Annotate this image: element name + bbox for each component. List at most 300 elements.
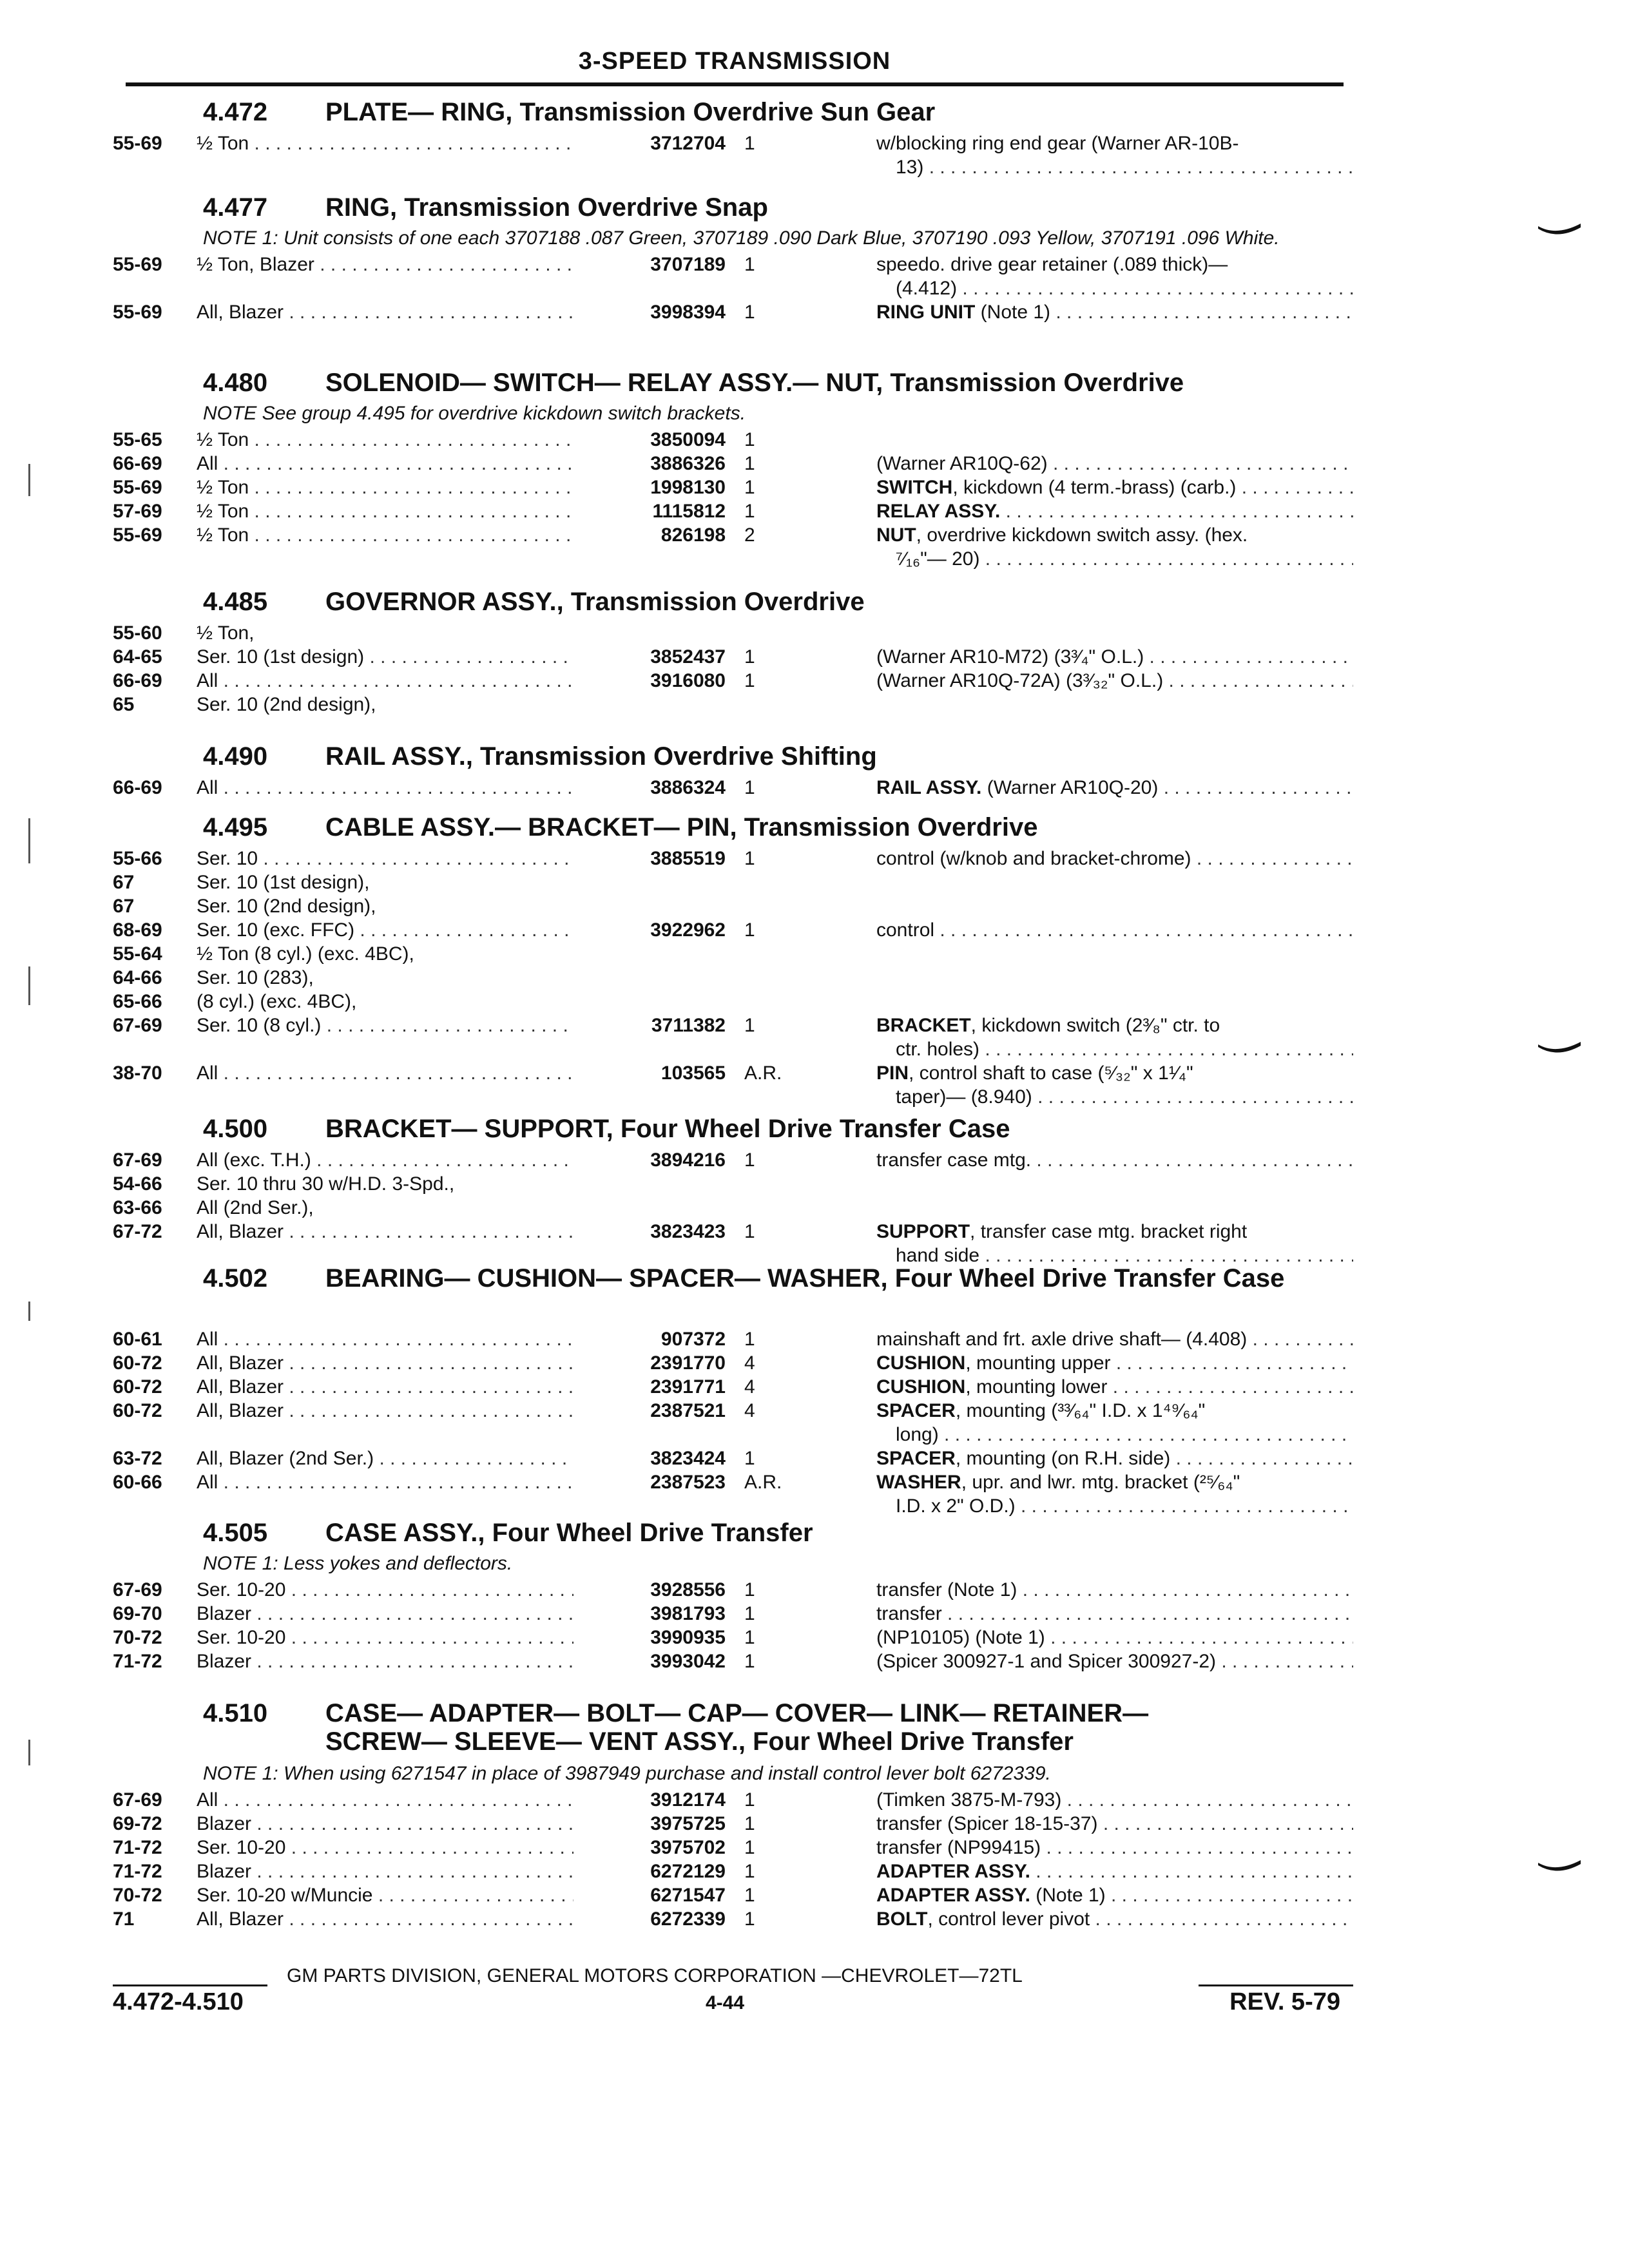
quantity: A.R. — [744, 1472, 782, 1493]
group-number: 4.480 — [203, 369, 268, 397]
model-years: 55-64 — [113, 943, 162, 965]
part-number: 3852437 — [574, 645, 726, 669]
description-line: w/blocking ring end gear (Warner AR-10B- — [876, 133, 1239, 154]
group-title: RING, Transmission Overdrive Snap — [325, 193, 768, 222]
parts-row — [113, 1061, 1353, 1109]
parts-row — [113, 847, 1353, 870]
group-heading — [113, 584, 1353, 621]
description-line — [876, 1860, 1353, 1883]
parts-row — [113, 1578, 1353, 1602]
item-name: CUSHION — [876, 1352, 966, 1374]
description — [876, 499, 1353, 523]
description — [876, 1649, 1353, 1673]
model-years: 67-69 — [113, 1789, 162, 1811]
application: ½ Ton . . . — [197, 476, 686, 499]
parts-row — [113, 621, 1353, 645]
parts-row — [113, 1812, 1353, 1836]
application: Ser. 10 (283), — [197, 967, 314, 988]
description — [876, 253, 1353, 300]
part-number: 103565 — [574, 1061, 726, 1085]
application: Ser. 10-20 . . . — [197, 1626, 686, 1649]
description-line: CUSHION, mounting lower . . . — [876, 1375, 1353, 1399]
application: Ser. 10 (1st design) . . . — [197, 645, 686, 669]
group-heading — [113, 94, 1353, 131]
change-bar — [28, 1740, 30, 1765]
group-heading — [113, 738, 1353, 776]
part-number: 3912174 — [574, 1788, 726, 1812]
model-years: 57-69 — [113, 501, 162, 522]
description-line: hand side . . . — [876, 1244, 1353, 1267]
item-name: BOLT — [876, 1908, 928, 1930]
group-note — [113, 1552, 1353, 1575]
quantity: 1 — [744, 302, 755, 323]
parts-row — [113, 693, 1353, 716]
page-header — [126, 48, 1344, 89]
page-footer — [113, 1959, 1353, 2015]
group-note — [113, 227, 1353, 250]
quantity: 1 — [744, 670, 755, 691]
quantity: 1 — [744, 848, 755, 869]
change-bar — [28, 818, 30, 863]
quantity: 1 — [744, 133, 755, 154]
group-heading — [113, 189, 1353, 227]
application: Ser. 10 (8 cyl.) . . . — [197, 1014, 686, 1037]
parts-row — [113, 131, 1353, 179]
group-note-text: NOTE 1: When using 6271547 in place of 3987949 purchase and install control lever bolt 6272339. — [203, 1763, 1051, 1784]
application: Ser. 10-20 w/Muncie . . . — [197, 1883, 686, 1907]
parts-group — [113, 189, 1353, 324]
quantity: 4 — [744, 1376, 755, 1398]
application: ½ Ton . . . — [197, 499, 686, 523]
parts-row — [113, 1907, 1353, 1931]
part-number: 3886326 — [574, 452, 726, 476]
description-line: transfer . . . — [876, 1602, 1353, 1626]
parts-row — [113, 1883, 1353, 1907]
group-title: BRACKET— SUPPORT, Four Wheel Drive Transfer Case — [325, 1115, 1010, 1143]
group-title: GOVERNOR ASSY., Transmission Overdrive — [325, 588, 865, 616]
group-number: 4.495 — [203, 813, 268, 841]
group-number: 4.500 — [203, 1115, 268, 1143]
item-name: BRACKET — [876, 1015, 971, 1036]
group-title: CASE— ADAPTER— BOLT— CAP— COVER— LINK— RETAINER— SCREW— SLEEVE— VENT ASSY., Four Wheel Drive Transfer — [325, 1699, 1149, 1756]
quantity: 1 — [744, 1861, 755, 1882]
model-years: 63-72 — [113, 1448, 162, 1469]
footer-revision: REV. 5-79 — [1229, 1988, 1340, 2015]
description-line: (Timken 3875-M-793) . . . — [876, 1788, 1353, 1812]
description — [876, 645, 1353, 669]
model-years: 67-69 — [113, 1579, 162, 1600]
application: ½ Ton . . . — [197, 428, 686, 452]
model-years: 55-69 — [113, 477, 162, 498]
part-number: 3998394 — [574, 300, 726, 324]
description-line: ADAPTER ASSY. (Note 1) . . . — [876, 1883, 1353, 1907]
description — [876, 1836, 1353, 1860]
model-years: 70-72 — [113, 1885, 162, 1906]
group-title: BEARING— CUSHION— SPACER— WASHER, Four Wheel Drive Transfer Case — [325, 1264, 1285, 1293]
item-name: SPACER — [876, 1448, 956, 1469]
description — [876, 131, 1353, 179]
application: Ser. 10-20 . . . — [197, 1836, 686, 1860]
part-number: 3981793 — [574, 1602, 726, 1626]
application: Blazer . . . — [197, 1860, 686, 1883]
group-number: 4.490 — [203, 742, 268, 771]
description — [876, 1860, 1353, 1883]
model-years: 54-66 — [113, 1173, 162, 1195]
parts-group — [113, 1111, 1353, 1267]
model-years: 71 — [113, 1908, 135, 1930]
application: ½ Ton . . . — [197, 523, 686, 547]
description-line: PIN, control shaft to case (⁵⁄₃₂" x 1¹⁄₄" — [876, 1062, 1193, 1084]
part-number: 1115812 — [574, 499, 726, 523]
quantity: 1 — [744, 919, 755, 941]
quantity: 1 — [744, 453, 755, 474]
part-number: 2391770 — [574, 1351, 726, 1375]
description-line: transfer case mtg. . . . — [876, 1148, 1353, 1172]
parts-group — [113, 94, 1353, 179]
description — [876, 776, 1353, 800]
description-line: (4.412) . . . — [876, 276, 1353, 300]
description-line: RING UNIT (Note 1) . . . — [876, 300, 1353, 324]
application: Ser. 10 (1st design), — [197, 872, 370, 893]
group-note — [113, 1762, 1353, 1785]
part-number: 3916080 — [574, 669, 726, 693]
group-title: PLATE— RING, Transmission Overdrive Sun Gear — [325, 98, 936, 126]
model-years: 68-69 — [113, 919, 162, 941]
parts-row — [113, 300, 1353, 324]
part-number: 3823423 — [574, 1220, 726, 1244]
model-years: 60-61 — [113, 1329, 162, 1350]
parts-row — [113, 476, 1353, 499]
description-line: (NP10105) (Note 1) . . . — [876, 1626, 1353, 1649]
description — [876, 1470, 1353, 1518]
description-line: (Warner AR10-M72) (3³⁄₄" O.L.) . . . — [876, 645, 1353, 669]
model-years: 60-72 — [113, 1400, 162, 1421]
application: All . . . — [197, 1327, 686, 1351]
description — [876, 1148, 1353, 1172]
application: All, Blazer . . . — [197, 1220, 686, 1244]
description-line: 13) . . . — [876, 155, 1353, 179]
application: All, Blazer (2nd Ser.) . . . — [197, 1446, 686, 1470]
parts-group — [113, 1260, 1353, 1518]
item-name: ADAPTER ASSY. — [876, 1861, 1030, 1882]
page-title: 3-SPEED TRANSMISSION — [578, 48, 891, 75]
description — [876, 1327, 1353, 1351]
quantity: 1 — [744, 777, 755, 798]
group-heading — [113, 1515, 1353, 1552]
application: Ser. 10-20 . . . — [197, 1578, 686, 1602]
model-years: 38-70 — [113, 1062, 162, 1084]
quantity: 1 — [744, 1908, 755, 1930]
application: Ser. 10 (2nd design), — [197, 896, 376, 917]
part-number: 6272129 — [574, 1860, 726, 1883]
part-number: 907372 — [574, 1327, 726, 1351]
parts-row — [113, 1351, 1353, 1375]
description — [876, 1578, 1353, 1602]
description — [876, 1061, 1353, 1109]
quantity: 2 — [744, 524, 755, 546]
item-name: RELAY ASSY. — [876, 501, 1001, 522]
footer-rule-right — [1199, 1984, 1353, 1986]
description — [876, 1883, 1353, 1907]
parts-row — [113, 1172, 1353, 1196]
model-years: 55-66 — [113, 848, 162, 869]
part-number: 3712704 — [574, 131, 726, 155]
parts-row — [113, 253, 1353, 300]
quantity: 1 — [744, 429, 755, 450]
quantity: A.R. — [744, 1062, 782, 1084]
application: All (2nd Ser.), — [197, 1197, 314, 1218]
description — [876, 669, 1353, 693]
description-line: SWITCH, kickdown (4 term.-brass) (carb.) . . . — [876, 476, 1353, 499]
part-number: 3928556 — [574, 1578, 726, 1602]
group-number: 4.505 — [203, 1519, 268, 1547]
quantity: 1 — [744, 1813, 755, 1834]
parts-row — [113, 990, 1353, 1014]
parts-group — [113, 738, 1353, 800]
binding-mark — [1537, 1041, 1582, 1057]
change-bar — [28, 966, 30, 1005]
description-line: SPACER, mounting (on R.H. side) . . . — [876, 1446, 1353, 1470]
parts-row — [113, 1196, 1353, 1220]
description-line — [876, 499, 1353, 523]
quantity: 1 — [744, 1329, 755, 1350]
model-years: 60-66 — [113, 1472, 162, 1493]
quantity: 4 — [744, 1400, 755, 1421]
footer-page-number: 4-44 — [706, 1992, 745, 2013]
part-number: 2391771 — [574, 1375, 726, 1399]
part-number: 6272339 — [574, 1907, 726, 1931]
item-name: WASHER — [876, 1472, 961, 1493]
part-number: 3707189 — [574, 253, 726, 276]
parts-row — [113, 918, 1353, 942]
application: All, Blazer . . . — [197, 1399, 686, 1423]
description — [876, 1602, 1353, 1626]
item-name: PIN — [876, 1062, 909, 1084]
parts-row — [113, 1470, 1353, 1518]
description-line: WASHER, upr. and lwr. mtg. bracket (²⁵⁄₆₄" — [876, 1472, 1240, 1493]
description-line: long) . . . — [876, 1423, 1353, 1446]
description — [876, 1375, 1353, 1399]
parts-row — [113, 1014, 1353, 1061]
group-note-text: NOTE 1: Unit consists of one each 3707188 .087 Green, 3707189 .090 Dark Blue, 3707190 .093 Yellow, 3707191 .096 White. — [203, 227, 1280, 249]
parts-row — [113, 452, 1353, 476]
part-number: 826198 — [574, 523, 726, 547]
parts-row — [113, 1399, 1353, 1446]
description-line: speedo. drive gear retainer (.089 thick)— — [876, 254, 1228, 275]
application: All . . . — [197, 1470, 686, 1494]
group-number: 4.502 — [203, 1264, 268, 1293]
parts-row — [113, 942, 1353, 966]
part-number: 3823424 — [574, 1446, 726, 1470]
model-years: 60-72 — [113, 1376, 162, 1398]
parts-group — [113, 365, 1353, 571]
part-number: 3975702 — [574, 1836, 726, 1860]
item-name: SPACER — [876, 1400, 956, 1421]
model-years: 65-66 — [113, 991, 162, 1012]
quantity: 1 — [744, 1651, 755, 1672]
description — [876, 523, 1353, 571]
model-years: 55-65 — [113, 429, 162, 450]
part-number: 3711382 — [574, 1014, 726, 1037]
model-years: 66-69 — [113, 777, 162, 798]
application: All . . . — [197, 669, 686, 693]
application: All . . . — [197, 1788, 686, 1812]
description — [876, 1014, 1353, 1061]
description — [876, 300, 1353, 324]
model-years: 60-72 — [113, 1352, 162, 1374]
model-years: 64-66 — [113, 967, 162, 988]
application: All, Blazer . . . — [197, 1375, 686, 1399]
quantity: 1 — [744, 254, 755, 275]
application: ½ Ton, — [197, 622, 255, 644]
parts-row — [113, 428, 1353, 452]
description-line: I.D. x 2" O.D.) . . . — [876, 1494, 1353, 1518]
model-years: 55-60 — [113, 622, 162, 644]
group-note-text: NOTE 1: Less yokes and deflectors. — [203, 1553, 513, 1574]
quantity: 1 — [744, 1627, 755, 1648]
description-line: CUSHION, mounting upper . . . — [876, 1351, 1353, 1375]
group-title: SOLENOID— SWITCH— RELAY ASSY.— NUT, Transmission Overdrive — [325, 369, 1184, 397]
parts-row — [113, 776, 1353, 800]
description-line: transfer (NP99415) . . . — [876, 1836, 1353, 1860]
description-line: transfer (Spicer 18-15-37) . . . — [876, 1812, 1353, 1836]
quantity: 1 — [744, 501, 755, 522]
group-title: CABLE ASSY.— BRACKET— PIN, Transmission Overdrive — [325, 813, 1038, 841]
model-years: 69-72 — [113, 1813, 162, 1834]
description-line: mainshaft and frt. axle drive shaft— (4.408) . . . — [876, 1327, 1353, 1351]
description-line: (Spicer 300927-1 and Spicer 300927-2) . . . — [876, 1649, 1353, 1673]
change-bar — [28, 464, 30, 496]
group-heading — [113, 1111, 1353, 1148]
application: All, Blazer . . . — [197, 300, 686, 324]
application: All (exc. T.H.) . . . — [197, 1148, 686, 1172]
parts-row — [113, 1327, 1353, 1351]
description-line: BRACKET, kickdown switch (2³⁄₈" ctr. to — [876, 1015, 1220, 1036]
footer-rule-left — [113, 1984, 267, 1986]
description-line: BOLT, control lever pivot . . . — [876, 1907, 1353, 1931]
part-number: 2387523 — [574, 1470, 726, 1494]
parts-row — [113, 1148, 1353, 1172]
description — [876, 1812, 1353, 1836]
model-years: 55-69 — [113, 524, 162, 546]
model-years: 55-69 — [113, 302, 162, 323]
description — [876, 1907, 1353, 1931]
application: Ser. 10 thru 30 w/H.D. 3-Spd., — [197, 1173, 455, 1195]
application: Ser. 10 (2nd design), — [197, 694, 376, 715]
parts-row — [113, 1375, 1353, 1399]
description — [876, 1788, 1353, 1812]
part-number: 3993042 — [574, 1649, 726, 1673]
quantity: 1 — [744, 646, 755, 668]
part-number: 3990935 — [574, 1626, 726, 1649]
application: Blazer . . . — [197, 1649, 686, 1673]
quantity: 1 — [744, 1885, 755, 1906]
parts-group — [113, 1515, 1353, 1673]
description — [876, 847, 1353, 870]
parts-row — [113, 1649, 1353, 1673]
part-number: 3922962 — [574, 918, 726, 942]
item-name: CUSHION — [876, 1376, 966, 1398]
application: ½ Ton, Blazer . . . — [197, 253, 686, 276]
parts-row — [113, 1836, 1353, 1860]
part-number: 6271547 — [574, 1883, 726, 1907]
item-name: SUPPORT — [876, 1221, 970, 1242]
part-number: 3850094 — [574, 428, 726, 452]
part-number: 1998130 — [574, 476, 726, 499]
group-number: 4.472 — [203, 98, 268, 126]
description — [876, 452, 1353, 476]
change-bar — [28, 1302, 30, 1321]
model-years: 71-72 — [113, 1651, 162, 1672]
item-name: RAIL ASSY. — [876, 777, 987, 798]
parts-row — [113, 669, 1353, 693]
application: Ser. 10 . . . — [197, 847, 686, 870]
model-years: 70-72 — [113, 1627, 162, 1648]
description-line: (Warner AR10Q-72A) (3³⁄₃₂" O.L.) . . . — [876, 669, 1353, 693]
description — [876, 1626, 1353, 1649]
item-name: NUT — [876, 524, 916, 546]
application: ½ Ton . . . — [197, 131, 686, 155]
quantity: 1 — [744, 477, 755, 498]
header-rule — [126, 82, 1344, 86]
application: ½ Ton (8 cyl.) (exc. 4BC), — [197, 943, 414, 965]
parts-row — [113, 966, 1353, 990]
description-line: control (w/knob and bracket-chrome) . . . — [876, 847, 1353, 870]
item-name: SWITCH — [876, 477, 953, 498]
item-name: RING UNIT — [876, 302, 981, 323]
description — [876, 1351, 1353, 1375]
application: (8 cyl.) (exc. 4BC), — [197, 991, 357, 1012]
model-years: 67-69 — [113, 1149, 162, 1171]
quantity: 1 — [744, 1603, 755, 1624]
model-years: 67 — [113, 872, 135, 893]
description — [876, 476, 1353, 499]
quantity: 1 — [744, 1789, 755, 1811]
model-years: 71-72 — [113, 1837, 162, 1858]
item-name: ADAPTER ASSY. — [876, 1885, 1036, 1906]
parts-row — [113, 645, 1353, 669]
quantity: 4 — [744, 1352, 755, 1374]
footer-group-range: 4.472-4.510 — [113, 1988, 244, 2015]
part-number: 3885519 — [574, 847, 726, 870]
application: Blazer . . . — [197, 1812, 686, 1836]
group-number: 4.477 — [203, 193, 268, 222]
quantity: 1 — [744, 1579, 755, 1600]
parts-group — [113, 1695, 1353, 1931]
parts-row — [113, 870, 1353, 894]
model-years: 69-70 — [113, 1603, 162, 1624]
group-title: RAIL ASSY., Transmission Overdrive Shifting — [325, 742, 877, 771]
quantity: 1 — [744, 1221, 755, 1242]
parts-row — [113, 523, 1353, 571]
group-number: 4.510 — [203, 1699, 268, 1727]
binding-mark — [1537, 222, 1582, 239]
binding-mark — [1537, 1859, 1582, 1876]
description-line: control . . . — [876, 918, 1353, 942]
group-note-text: NOTE See group 4.495 for overdrive kickdown switch brackets. — [203, 403, 746, 424]
part-number: 2387521 — [574, 1399, 726, 1423]
parts-row — [113, 1602, 1353, 1626]
description-line: SUPPORT, transfer case mtg. bracket right — [876, 1221, 1248, 1242]
model-years: 66-69 — [113, 670, 162, 691]
parts-group — [113, 809, 1353, 1109]
parts-row — [113, 499, 1353, 523]
application: All, Blazer . . . — [197, 1907, 686, 1931]
model-years: 65 — [113, 694, 135, 715]
application: All . . . — [197, 776, 686, 800]
description-line: NUT, overdrive kickdown switch assy. (hex. — [876, 524, 1248, 546]
model-years: 55-69 — [113, 133, 162, 154]
